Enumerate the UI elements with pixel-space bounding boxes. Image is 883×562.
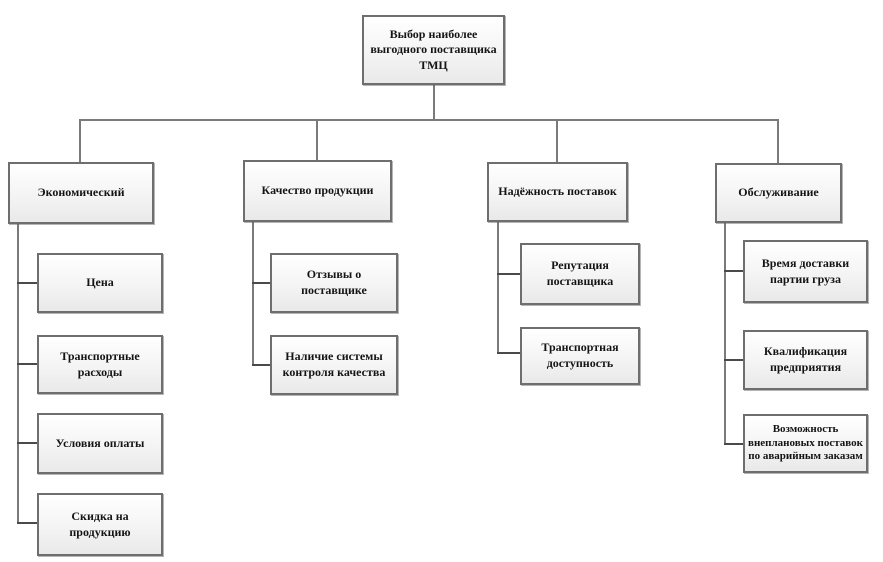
connector-line xyxy=(724,359,743,361)
leaf-delivery-time-label: Время доставки партии груза xyxy=(761,255,850,286)
node-economic xyxy=(8,162,154,224)
connector-line xyxy=(556,119,558,163)
connector-line xyxy=(17,442,37,444)
leaf-supplier-reputation xyxy=(520,243,640,305)
node-product-quality-label: Качество продукции xyxy=(261,183,374,198)
connector-line xyxy=(497,222,499,354)
connector-line xyxy=(17,224,19,524)
leaf-quality-control-system xyxy=(270,335,398,395)
connector-line xyxy=(79,119,81,163)
leaf-payment-terms xyxy=(37,413,163,474)
node-service xyxy=(715,163,842,223)
leaf-emergency-orders-label: Возможность внеплановых поставок по аварийным заказам xyxy=(748,423,863,463)
leaf-delivery-time xyxy=(743,240,868,303)
connector-line xyxy=(497,352,520,354)
connector-line xyxy=(17,282,37,284)
connector-line xyxy=(497,273,520,275)
connector-line xyxy=(433,85,435,121)
connector-line xyxy=(252,282,270,284)
node-economic-label: Экономический xyxy=(37,185,125,200)
connector-line xyxy=(17,522,37,524)
node-root-label: Выбор наиболее выгодного поставщика ТМЦ xyxy=(370,26,497,72)
node-supply-reliability xyxy=(487,162,628,222)
leaf-price xyxy=(37,253,163,313)
node-supply-reliability-label: Надёжность поставок xyxy=(498,184,617,199)
leaf-quality-control-system-label: Наличие системы контроля качества xyxy=(282,349,386,379)
connector-line xyxy=(777,119,779,164)
connector-line xyxy=(724,270,743,272)
leaf-supplier-reputation-label: Репутация поставщика xyxy=(546,258,614,288)
leaf-transport-costs-label: Транспортные расходы xyxy=(60,348,140,379)
connector-line xyxy=(252,364,270,366)
node-product-quality xyxy=(243,160,392,222)
leaf-transport-accessibility xyxy=(520,327,640,385)
leaf-enterprise-qualification-label: Квалификация предприятия xyxy=(763,344,848,374)
leaf-emergency-orders xyxy=(743,414,868,473)
leaf-payment-terms-label: Условия оплаты xyxy=(55,435,145,450)
node-service-label: Обслуживание xyxy=(738,185,819,200)
connector-line xyxy=(17,363,37,365)
leaf-enterprise-qualification xyxy=(743,330,868,390)
connector-line xyxy=(724,223,726,445)
connector-line xyxy=(252,222,254,366)
connector-line xyxy=(724,443,743,445)
connector-line xyxy=(80,119,779,121)
node-root xyxy=(362,15,505,85)
leaf-transport-accessibility-label: Транспортная доступность xyxy=(541,340,619,370)
leaf-supplier-reviews-label: Отзывы о поставщике xyxy=(301,267,367,297)
leaf-product-discount xyxy=(37,493,163,556)
leaf-transport-costs xyxy=(37,335,163,394)
connector-line xyxy=(316,119,318,161)
leaf-price-label: Цена xyxy=(86,275,114,290)
leaf-product-discount-label: Скидка на продукцию xyxy=(69,508,131,539)
leaf-supplier-reviews xyxy=(270,253,398,313)
